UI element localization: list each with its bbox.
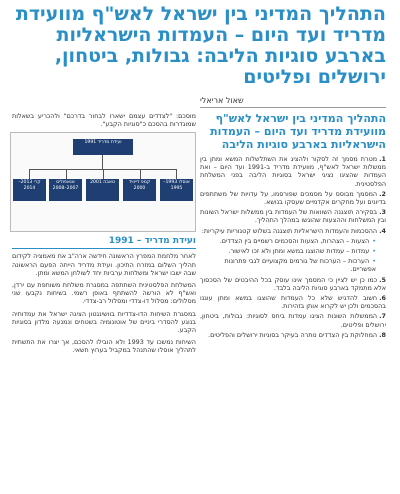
numbered-point: 7.הממשלות השונות הציגו עמדות ביחס לסוגיות: גבולות, ביטחון, ירושלים ופליטים. (200, 312, 386, 329)
numbered-point: 4.ההסכמות והעמדות הישראליות תוצגנה בשלוש קטגוריות עיקריות: (201, 226, 386, 235)
bullet-item: • עמדות – עמדות שהוצגו במשא ומתן ולא זכו לאישור. (200, 247, 376, 255)
diagram-connector (176, 169, 177, 179)
body-paragraph: המשלחת הפלסטינית השתתפה במסגרת משלחת משותפת עם ירדן, ואש"ף לא הורשה להשתתף באופן רשמי. בשיחות נקבעו שני מסלולים: מסלול דו-צדדי ומסלול רב-צדדי. (12, 281, 196, 306)
body-paragraph: במסגרת השיחות הדו-צדדיות בוושינגטון הציגה ישראל את עמדותיה בנוגע להסדרי ביניים של אוטונומיה בשטחים ונמנעה מלדון בסוגיות הקבע. (12, 309, 196, 335)
diagram-connector (66, 169, 67, 179)
section-heading: התהליך המדיני בין ישראל לאש"ף מוועידת מדריד ועד היום – העמדות הישראליות בארבע סוגיות הליבה (210, 112, 386, 151)
diagram-connector (102, 155, 103, 169)
diagram-box: אוסלו 1993–1995 (160, 179, 193, 201)
right-column (200, 112, 386, 341)
diagram-box-top: ועידת מדריד 1991 (73, 139, 133, 155)
numbered-point: 1.מטרת מסמך זה לסקור ולהציג את השתלשלות המשא ומתן בין ממשלות ישראל לאש"ף, מוועידת מדריד ב-1991 ועד היום – ואת העמדות שהציגו נציגי ישראל בסוגיות הליבה בפני המשלחת הפלסטינית. (200, 155, 386, 188)
diagram-box: טאבה 2001 (86, 179, 119, 201)
diagram-connector (103, 169, 104, 179)
numbered-point: 2.המסמך מבוסס על מסמכים שפורסמו, על עדויות של משתתפים בדיונים ועל מחקרים אקדמיים שעסקו בנושא. (200, 189, 386, 207)
timeline-diagram (10, 132, 196, 232)
bullet-item: • הצעות – הצהרות, הצעות והסכמים רשמיים בין הצדדים. (200, 237, 376, 245)
numbered-point: 8.המחלוקת בין הצדדים נותרה בעיקר בסוגיות ירושלים והפליטים. (208, 330, 386, 339)
numbered-point: 6.חשוב להדגיש שלא כל העמדות שהוצגו במשא ומתן עוגנו בהסכמים ולכן יש לקרוא אותן בזהירות. (200, 294, 386, 311)
intro-paragraph: מוסכם: "לצדדים עצמם ישארו לבחור בדרכם" ולהכריע בשאלות שמוגדרות בהסכם כ"סוגיות הקבע". (12, 112, 196, 129)
diagram-box: קמפ דייוויד 2000 (123, 179, 156, 201)
body-paragraph: לאחר מלחמת המפרץ הראשונה חידשה ארה"ב את מאמציה לקידום תהליך השלום במזרח התיכון. ועידת מדריד הייתה הפעם הראשונה שבה ישבו ישראל ומשלחות ערביות יחד לשולחן המשא ומתן. (12, 252, 196, 277)
section-heading-madrid: ועידת מדריד – 1991 (12, 236, 196, 249)
bullet-item: • הערכות – הערכות של גורמים מקצועיים לגבי פתרונות אפשריים. (200, 257, 376, 273)
diagram-connector (29, 169, 30, 179)
numbered-point: 3.בסקירה תוצגנה השוואות של העמדות בין ממשלות ישראל השונות ובין המשלחות וההצעות שהוגשו במהלך התהליך. (200, 208, 386, 225)
diagram-box: קרי 2013–2014 (13, 179, 46, 201)
author-line: שאול אריאלי (200, 95, 386, 108)
body-paragraph: השיחות נמשכו עד 1993 ולא הובילו להסכם, אך יצרו את התשתית לתהליך אוסלו שהתנהל במקביל בערוץ חשאי. (12, 338, 196, 355)
numbered-point: 5.כמו כן יש לציין כי המסמך אינו עוסק בכל ההיבטים של הסכסוך אלא מתמקד בארבע סוגיות הליבה בלבד. (200, 275, 386, 292)
diagram-box: אנאפוליס 2007–2008 (49, 179, 82, 201)
diagram-connector (140, 169, 141, 179)
left-column (12, 112, 196, 359)
page-title: התהליך המדיני בין ישראל לאש"ף מוועידת מדריד ועד היום – העמדות הישראליות בארבע סוגיות הליבה: גבולות, ביטחון, ירושלים ופליטים (15, 3, 386, 88)
